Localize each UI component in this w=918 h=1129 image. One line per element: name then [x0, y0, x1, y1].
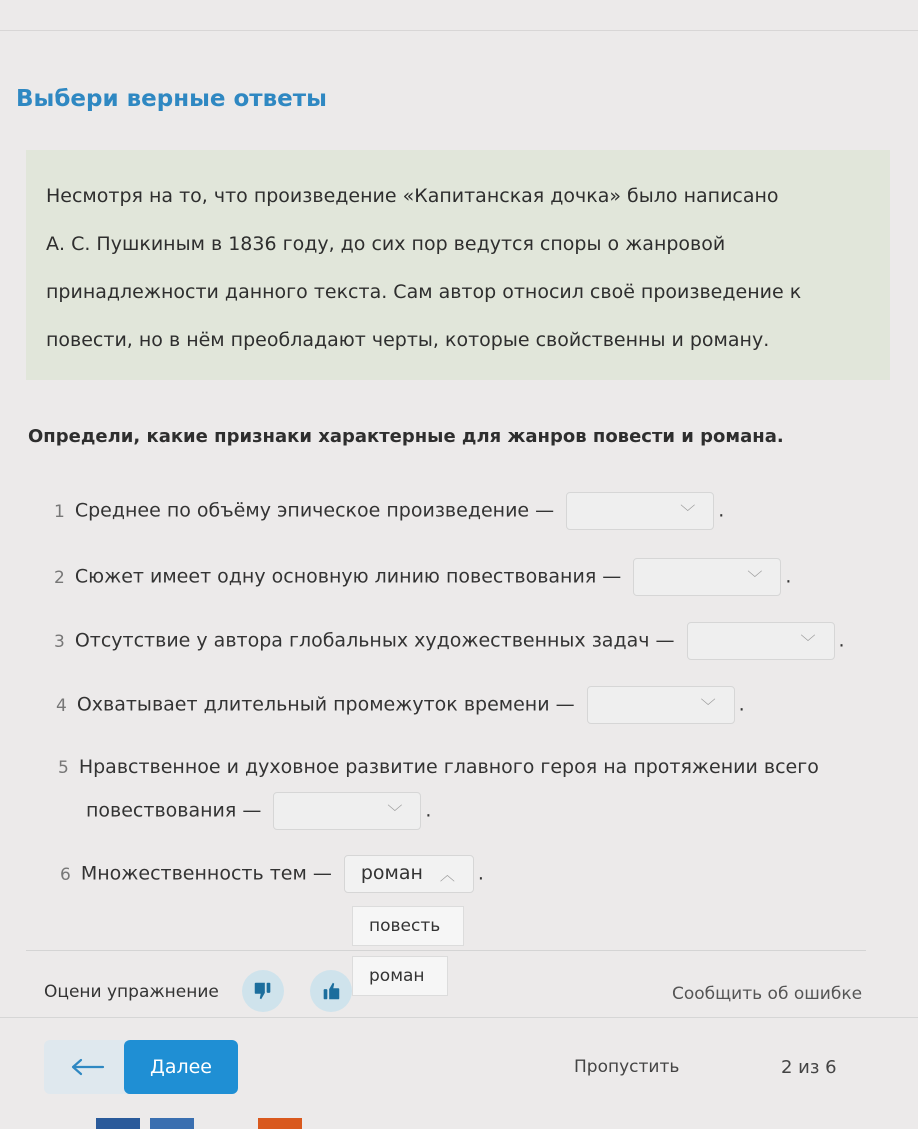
text-line: принадлежности данного текста. Сам автор относил своё произведение к — [46, 281, 802, 303]
taskbar-icon — [150, 1118, 194, 1129]
chevron-down-icon: ﹀ — [700, 697, 716, 715]
answer-dropdown-2[interactable] — [633, 558, 781, 596]
dislike-button[interactable] — [242, 970, 284, 1012]
taskbar-icon — [96, 1118, 140, 1129]
item-text: повествования — — [86, 799, 262, 822]
question-heading: Определи, какие признаки характерные для жанров повести и романа. — [28, 426, 784, 447]
reading-text-card — [26, 150, 890, 380]
task-item-5 — [58, 756, 819, 778]
item-text: Сюжет имеет одну основную линию повествования — — [74, 565, 622, 588]
report-error-link[interactable]: Сообщить об ошибке — [672, 984, 863, 1004]
task-item-6: 6 Множественность тем — роман ︿ . — [60, 855, 484, 893]
next-button[interactable]: Далее — [124, 1040, 238, 1094]
back-button[interactable] — [44, 1040, 132, 1094]
item-number: 6 — [60, 864, 71, 885]
dropdown-option-povest[interactable]: повесть — [352, 906, 464, 946]
task-item-4: 4 Охватывает длительный промежуток времени — ﹀ . — [56, 686, 745, 724]
divider — [26, 950, 866, 951]
footer-divider — [0, 1017, 918, 1018]
arrow-left-icon — [71, 1058, 105, 1076]
chevron-down-icon: ﹀ — [680, 503, 696, 521]
item-number: 1 — [54, 501, 65, 522]
item-text: Нравственное и духовное развитие главного героя на протяжении всего — [78, 756, 819, 778]
task-item-5-continuation: повествования — ﹀ . — [86, 792, 431, 830]
top-divider — [0, 30, 918, 31]
rating-label: Оцени упражнение — [44, 982, 219, 1002]
chevron-down-icon: ﹀ — [387, 803, 403, 821]
task-item-3: 3 Отсутствие у автора глобальных художественных задач — ﹀ . — [54, 622, 845, 660]
item-number: 4 — [56, 695, 67, 716]
page-title: Выбери верные ответы — [16, 86, 327, 112]
taskbar-icon — [258, 1118, 302, 1129]
skip-button[interactable]: Пропустить — [574, 1057, 680, 1077]
text-line: А. С. Пушкиным в 1836 году, до сих пор ведутся споры о жанровой — [46, 233, 726, 255]
item-number: 3 — [54, 631, 65, 652]
thumbs-down-icon — [252, 980, 274, 1002]
answer-dropdown-4[interactable] — [587, 686, 735, 724]
answer-dropdown-6[interactable] — [344, 855, 474, 893]
text-line: Несмотря на то, что произведение «Капитанская дочка» было написано — [46, 185, 779, 207]
dropdown-option-roman[interactable]: роман — [352, 956, 448, 996]
item-text: Среднее по объёму эпическое произведение — — [74, 499, 555, 522]
thumbs-up-icon — [320, 980, 342, 1002]
chevron-down-icon: ﹀ — [747, 569, 763, 587]
item-number: 2 — [54, 567, 65, 588]
item-text: Отсутствие у автора глобальных художественных задач — — [74, 629, 675, 652]
dropdown-selected-value: роман — [360, 862, 423, 884]
item-text: Множественность тем — — [80, 862, 332, 885]
answer-dropdown-5[interactable] — [273, 792, 421, 830]
like-button[interactable] — [310, 970, 352, 1012]
task-item-2: 2 Сюжет имеет одну основную линию повествования — ﹀ . — [54, 558, 791, 596]
progress-counter: 2 из 6 — [781, 1057, 837, 1078]
chevron-up-icon: ︿ — [439, 866, 455, 884]
answer-dropdown-3[interactable] — [687, 622, 835, 660]
task-item-1: 1 Среднее по объёму эпическое произведение — ﹀ . — [54, 492, 724, 530]
item-text: Охватывает длительный промежуток времени — — [76, 693, 575, 716]
text-line: повести, но в нём преобладают черты, которые свойственны и роману. — [46, 329, 770, 351]
item-number: 5 — [58, 758, 69, 778]
answer-dropdown-1[interactable] — [566, 492, 714, 530]
chevron-down-icon: ﹀ — [800, 633, 816, 651]
